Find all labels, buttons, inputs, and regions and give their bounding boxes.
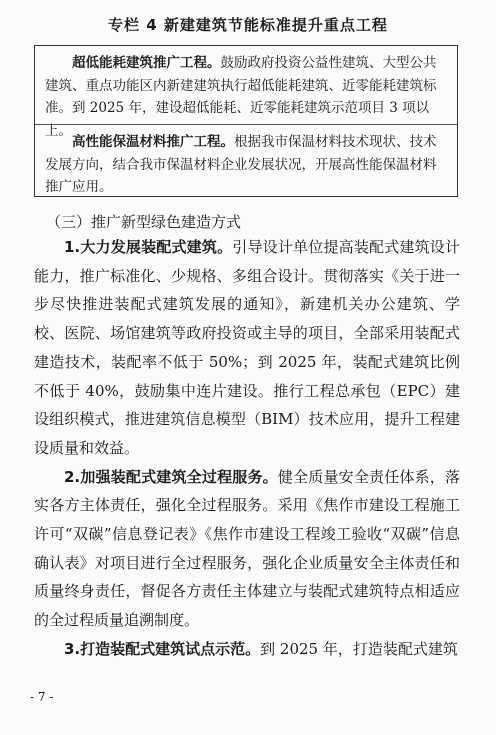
box-section-heading: 超低能耗建筑推广工程。 — [72, 55, 221, 71]
box-title: 专栏 4 新建建筑节能标准提升重点工程 — [108, 16, 388, 34]
page-number: - 7 - — [30, 690, 54, 704]
body-text — [34, 233, 460, 664]
box-section-text: 根据我市保温材料技术现状、技术发展方向，结合我市保温材料企业发展状况，开展高性能保温材料推广应用。 — [45, 134, 437, 195]
box-section-text: 鼓励政府投资公益性建筑、大型公共建筑、重点功能区内新建建筑执行超低能耗建筑、近零能耗建筑标准。到 2025 年，建设超低能耗、近零能耗建筑示范项目 3 项以上。 — [45, 55, 437, 139]
box-section-ultra-low-energy — [35, 46, 457, 139]
column-box — [34, 45, 458, 197]
paragraph-text: 到 2025 年，打造装配式建筑 — [260, 639, 458, 658]
box-section-insulation — [35, 125, 457, 203]
paragraph-heading: 2.加强装配式建筑全过程服务。 — [64, 467, 278, 486]
box-section-heading: 高性能保温材料推广工程。 — [72, 134, 234, 150]
paragraph-heading: 3.打造装配式建筑试点示范。 — [64, 639, 261, 658]
section-heading: （三）推广新型绿色建造方式 — [46, 213, 242, 231]
paragraph-1 — [34, 233, 460, 463]
paragraph-3 — [34, 635, 460, 664]
paragraph-heading: 1.大力发展装配式建筑。 — [64, 238, 233, 256]
paragraph-text: 健全质量安全责任体系，落实各方主体责任，强化全过程服务。采用《焦作市建设工程施工许可“双碳”信息登记表》《焦作市建设工程竣工验收“双碳”信息确认表》对项目进行全过程服务，强化企业质量安全主体责任和质量终身责任，督促各方责任主体建立与装配式建筑特点相适应的全过程质量追溯制度。 — [34, 467, 460, 630]
paragraph-text: 引导设计单位提高装配式建筑设计能力，推广标准化、少规格、多组合设计。贯彻落实《关于进一步尽快推进装配式建筑发展的通知》，新建机关办公建筑、学校、医院、场馆建筑等政府投资或主导的项目，全部采用装配式建造技术，装配率不低于 50%；到 2025 年，装配式建筑比例不低于 40%，鼓励集中连片建设。推行工程总承包（EPC）建设组织模式，推进建筑信息模型（BIM）技术应用，提升工程建设质量和效益。 — [34, 238, 460, 457]
paragraph-2 — [34, 463, 460, 635]
